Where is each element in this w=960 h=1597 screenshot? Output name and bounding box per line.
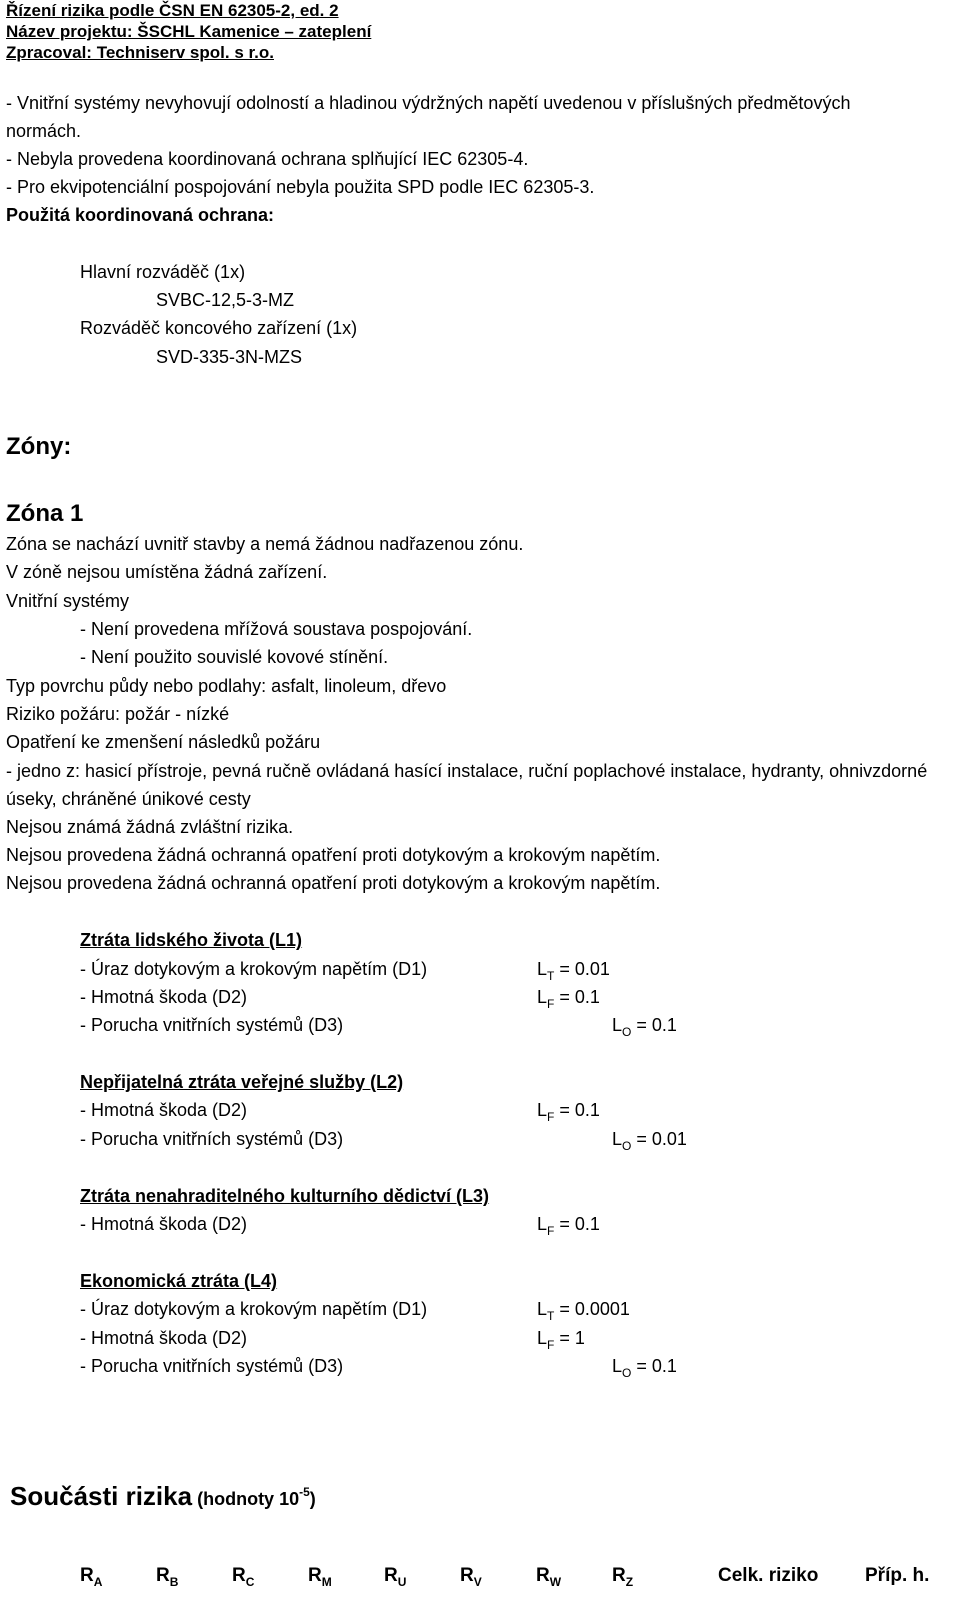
loss-row-label: - Porucha vnitřních systémů (D3) xyxy=(80,1356,344,1376)
reference-case-header: Příp. h. xyxy=(865,1565,930,1586)
touch-measures: Nejsou provedena žádná ochranná opatření proti dotykovým a krokovým napětím. xyxy=(6,873,661,893)
loss-row-label: - Hmotná škoda (D2) xyxy=(80,1100,248,1120)
loss-row-value: $L_F = 1$ xyxy=(537,1328,585,1352)
loss-row-value: $L_F = 0.1$ xyxy=(537,987,600,1011)
main-panel-spd: SVBC-12,5-3-MZ xyxy=(156,290,295,310)
loss-row-value: $L_T = 0.01$ xyxy=(537,959,610,983)
loss-row-value: $L_F = 0.1$ xyxy=(537,1214,600,1238)
loss-row-label: - Porucha vnitřních systémů (D3) xyxy=(80,1015,344,1035)
loss-row-value: $L_F = 0.1$ xyxy=(537,1100,600,1124)
special-risks: Nejsou známá žádná zvláštní rizika. xyxy=(6,817,294,837)
loss-row-label: - Hmotná škoda (D2) xyxy=(80,987,248,1007)
loss-row-label: - Úraz dotykovým a krokovým napětím (D1) xyxy=(80,1299,428,1319)
loss-row-label: - Hmotná škoda (D2) xyxy=(80,1214,248,1234)
loss-row-label: - Porucha vnitřních systémů (D3) xyxy=(80,1129,344,1149)
fire-risk: Riziko požáru: požár - nízké xyxy=(6,704,230,724)
header-line-3: Zpracoval: Techniserv spol. s r.o. xyxy=(6,43,274,62)
loss-title: Nepřijatelná ztráta veřejné služby (L2) xyxy=(80,1072,404,1092)
device-panel-label: Rozváděč koncového zařízení (1x) xyxy=(80,318,358,338)
loss-title: Ekonomická ztráta (L4) xyxy=(80,1271,278,1291)
risk-column-header: $R_U$ xyxy=(384,1565,407,1589)
risk-column-header: $R_A$ xyxy=(80,1565,103,1589)
risk-column-header: $R_C$ xyxy=(232,1565,255,1589)
fire-measures-detail: - jedno z: hasicí přístroje, pevná ručně ovládaná hasící instalace, ruční poplachové instalace, hydranty, ohnivzdorné úseky, chráněné únikové cesty xyxy=(6,761,928,809)
intro-item-1: - Vnitřní systémy nevyhovují odolností a hladinou výdržných napětí uvedenou v příslušných předmětových normách. xyxy=(6,93,851,141)
zones-heading: Zóny: xyxy=(6,433,72,460)
header-line-1: Řízení rizika podle ČSN EN 62305-2, ed. 2 xyxy=(6,1,339,20)
main-panel-label: Hlavní rozváděč (1x) xyxy=(80,262,246,282)
zone-line: Zóna se nachází uvnitř stavby a nemá žádnou nadřazenou zónu. xyxy=(6,534,524,554)
total-risk-header: Celk. riziko xyxy=(718,1565,819,1586)
risk-column-header: $R_Z$ xyxy=(612,1565,634,1589)
loss-title: Ztráta lidského života (L1) xyxy=(80,930,303,950)
coordinated-heading: Použitá koordinovaná ochrana: xyxy=(6,205,275,225)
touch-measures: Nejsou provedena žádná ochranná opatření proti dotykovým a krokovým napětím. xyxy=(6,845,661,865)
loss-row-value: $L_O = 0.01$ xyxy=(612,1129,687,1153)
components-heading: Součásti rizika (hodnoty $10^{-5}$) xyxy=(10,1481,316,1511)
zone-line: Vnitřní systémy xyxy=(6,591,130,611)
surface-type: Typ povrchu půdy nebo podlahy: asfalt, linoleum, dřevo xyxy=(6,676,447,696)
header-line-2: Název projektu: ŠSCHL Kamenice – zateplení xyxy=(6,22,372,41)
risk-column-header: $R_W$ xyxy=(536,1565,562,1589)
loss-row-value: $L_O = 0.1$ xyxy=(612,1356,677,1380)
zone-1-title: Zóna 1 xyxy=(6,500,84,527)
risk-column-header: $R_M$ xyxy=(308,1565,332,1589)
loss-row-value: $L_T = 0.0001$ xyxy=(537,1299,630,1323)
loss-row-label: - Úraz dotykovým a krokovým napětím (D1) xyxy=(80,959,428,979)
internal-system-item: - Není provedena mřížová soustava pospojování. xyxy=(80,619,473,639)
intro-item-2: - Nebyla provedena koordinovaná ochrana splňující IEC 62305-4. xyxy=(6,149,529,169)
intro-item-3: - Pro ekvipotenciální pospojování nebyla použita SPD podle IEC 62305-3. xyxy=(6,177,595,197)
internal-system-item: - Není použito souvislé kovové stínění. xyxy=(80,647,389,667)
loss-row-label: - Hmotná škoda (D2) xyxy=(80,1328,248,1348)
risk-column-header: $R_B$ xyxy=(156,1565,179,1589)
loss-title: Ztráta nenahraditelného kulturního dědictví (L3) xyxy=(80,1186,490,1206)
fire-measures: Opatření ke zmenšení následků požáru xyxy=(6,732,321,752)
zone-line: V zóně nejsou umístěna žádná zařízení. xyxy=(6,562,328,582)
loss-row-value: $L_O = 0.1$ xyxy=(612,1015,677,1039)
device-panel-spd: SVD-335-3N-MZS xyxy=(156,347,303,367)
risk-column-header: $R_V$ xyxy=(460,1565,482,1589)
